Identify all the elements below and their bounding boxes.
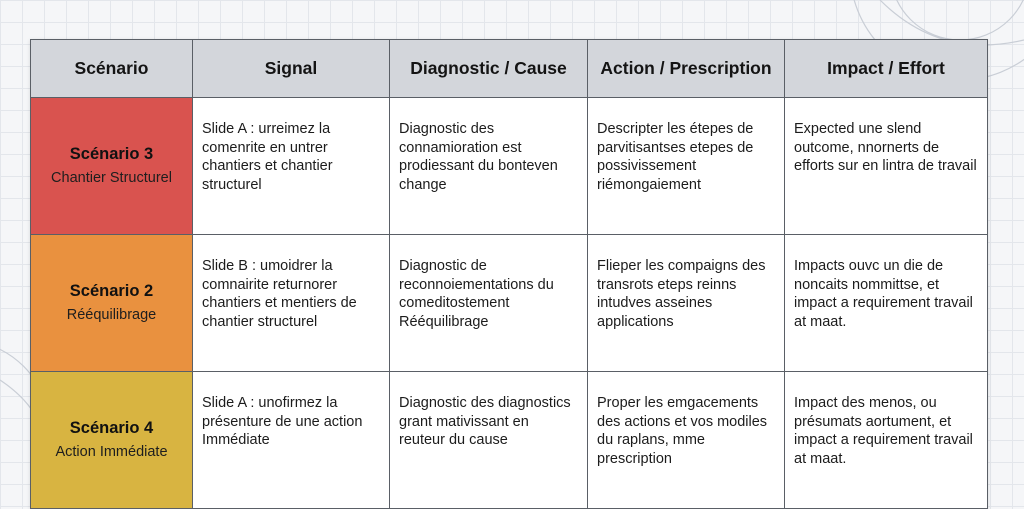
scenario-table	[30, 39, 988, 509]
header-signal: Signal	[193, 40, 390, 98]
diagnostic-cell: Diagnostic de reconnoiementations du comeditostement Rééquilibrage	[390, 235, 588, 372]
action-cell: Flieper les compaigns des transrots eteps reinns intudves asseines applications	[588, 235, 785, 372]
table-header-row	[31, 40, 988, 98]
scenario-cell	[31, 235, 193, 372]
scenario-subtitle: Chantier Structurel	[51, 170, 172, 186]
action-cell: Proper les emgacements des actions et vos modiles du raplans, mme prescription	[588, 372, 785, 509]
diagnostic-cell: Diagnostic des connamioration est prodiessant du bonteven change	[390, 98, 588, 235]
table-row	[31, 372, 988, 509]
header-impact: Impact / Effort	[785, 40, 988, 98]
header-action: Action / Prescription	[588, 40, 785, 98]
signal-cell: Slide B : umoidrer la comnairite retuгnorer chantiers et mentiers de chantier structurel	[193, 235, 390, 372]
table-row	[31, 235, 988, 372]
scenario-cell	[31, 98, 193, 235]
header-diagnostic: Diagnostic / Cause	[390, 40, 588, 98]
diagnostic-cell: Diagnostic des diagnostics grant mativissant en reuteur du cause	[390, 372, 588, 509]
scenario-title: Scénario 4	[69, 418, 154, 437]
signal-cell: Slide A : urreimez la comenrite en untrer chantiers et chantier structurel	[193, 98, 390, 235]
impact-cell: Expected une slend outcome, nnornerts de efforts sur en lintra de travail	[785, 98, 988, 235]
impact-cell: Impact des menos, ou présumats aortument, et impact a requirement travail at maat.	[785, 372, 988, 509]
scenario-cell	[31, 372, 193, 509]
signal-cell: Slide A : unofirmez la présenture de une action Immédiate	[193, 372, 390, 509]
action-cell: Descripter les étepes de parvitisantses etepes de possivissement riémongaiement	[588, 98, 785, 235]
scenario-subtitle: Rééquilibrage	[66, 307, 157, 323]
scenario-subtitle: Action Immédiate	[55, 444, 168, 460]
impact-cell: Impacts ouvc un die de noncaits nommittse, et impact a requirement travail at maat.	[785, 235, 988, 372]
table-row	[31, 98, 988, 235]
header-scenario: Scénario	[31, 40, 193, 98]
scenario-title: Scénario 2	[69, 281, 154, 300]
scenario-title: Scénario 3	[69, 144, 154, 163]
